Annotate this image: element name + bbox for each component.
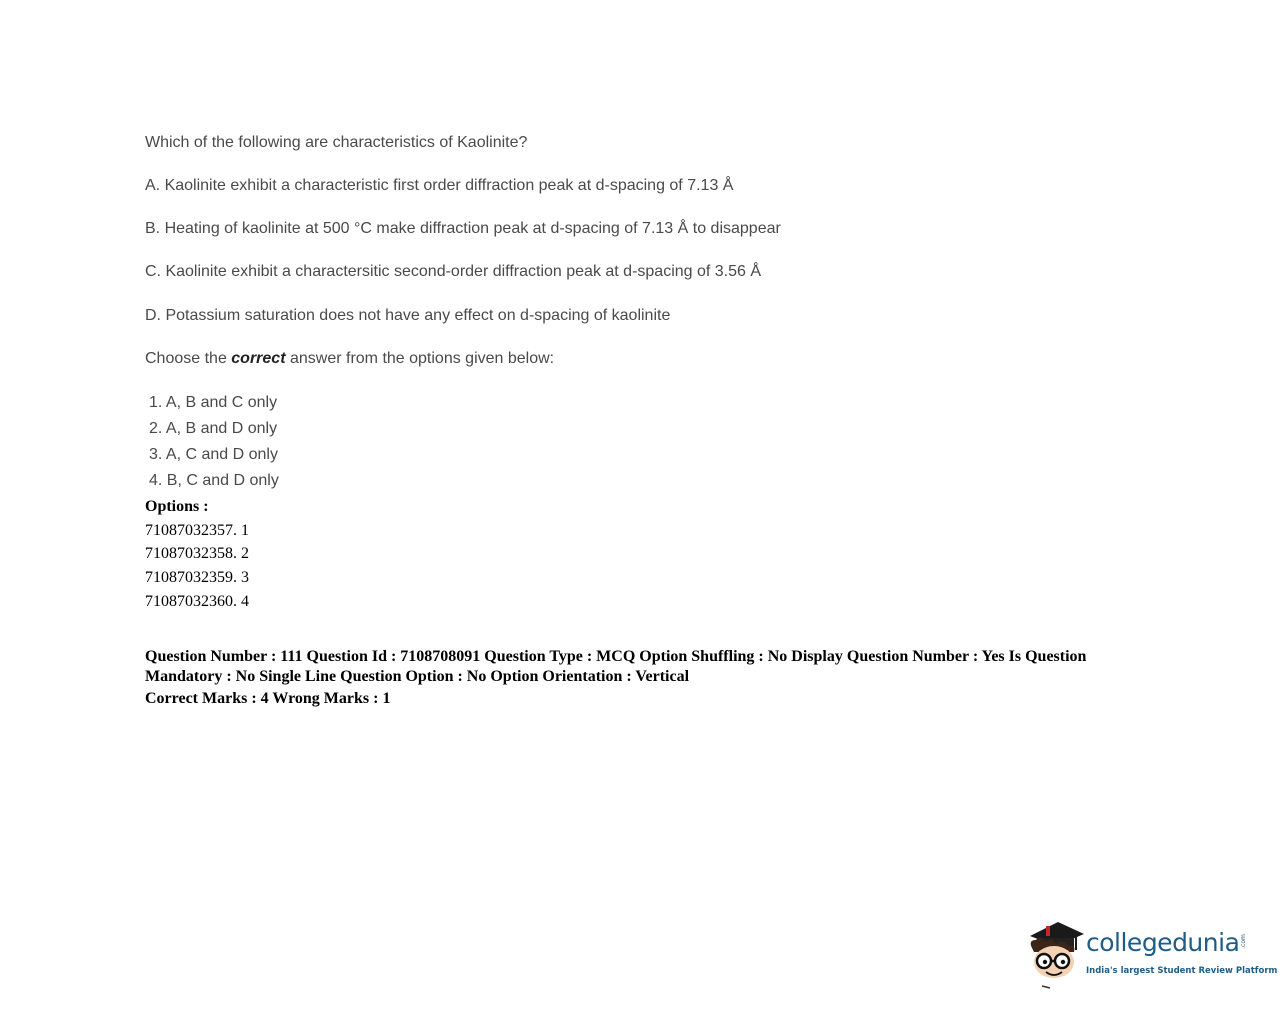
answer-choice-3: 3. A, C and D only xyxy=(149,446,278,463)
options-heading: Options : xyxy=(145,498,209,515)
choose-instruction xyxy=(145,350,554,368)
statement-d: D. Potassium saturation does not have any effect on d-spacing of kaolinite xyxy=(145,307,671,324)
answer-choice-2: 2. A, B and D only xyxy=(149,420,278,437)
logo-com-suffix: .com xyxy=(1239,934,1247,949)
choose-suffix: answer from the options given below: xyxy=(285,350,555,367)
logo-wordmark: collegedunia xyxy=(1086,928,1240,957)
collegedunia-logo xyxy=(1024,918,1278,990)
choose-emphasis: correct xyxy=(231,350,286,367)
answer-choice-1: 1. A, B and C only xyxy=(149,394,278,411)
statement-b: B. Heating of kaolinite at 500 °C make diffraction peak at d-spacing of 7.13 Å to disappear xyxy=(145,220,781,237)
marks-info: Correct Marks : 4 Wrong Marks : 1 xyxy=(145,690,391,707)
choose-prefix: Choose the xyxy=(145,350,232,367)
question-metadata: Question Number : 111 Question Id : 7108708091 Question Type : MCQ Option Shuffling : No Display Question Number : Yes Is Question Mandatory : No Single Line Question Option : No Option Orientation : Vertical xyxy=(145,648,1087,685)
option-id-3: 71087032359. 3 xyxy=(145,569,249,586)
logo-tagline: India's largest Student Review Platform xyxy=(1086,966,1278,976)
question-text: Which of the following are characteristics of Kaolinite? xyxy=(145,134,528,151)
statement-a: A. Kaolinite exhibit a characteristic first order diffraction peak at d-spacing of 7.13 Å xyxy=(145,177,734,194)
answer-choice-4: 4. B, C and D only xyxy=(149,472,279,489)
option-id-1: 71087032357. 1 xyxy=(145,522,249,539)
option-id-4: 71087032360. 4 xyxy=(145,593,249,610)
option-id-2: 71087032358. 2 xyxy=(145,545,249,562)
student-mascot-icon xyxy=(1024,918,1086,990)
statement-c: C. Kaolinite exhibit a charactersitic second-order diffraction peak at d-spacing of 3.56 Å xyxy=(145,263,762,280)
